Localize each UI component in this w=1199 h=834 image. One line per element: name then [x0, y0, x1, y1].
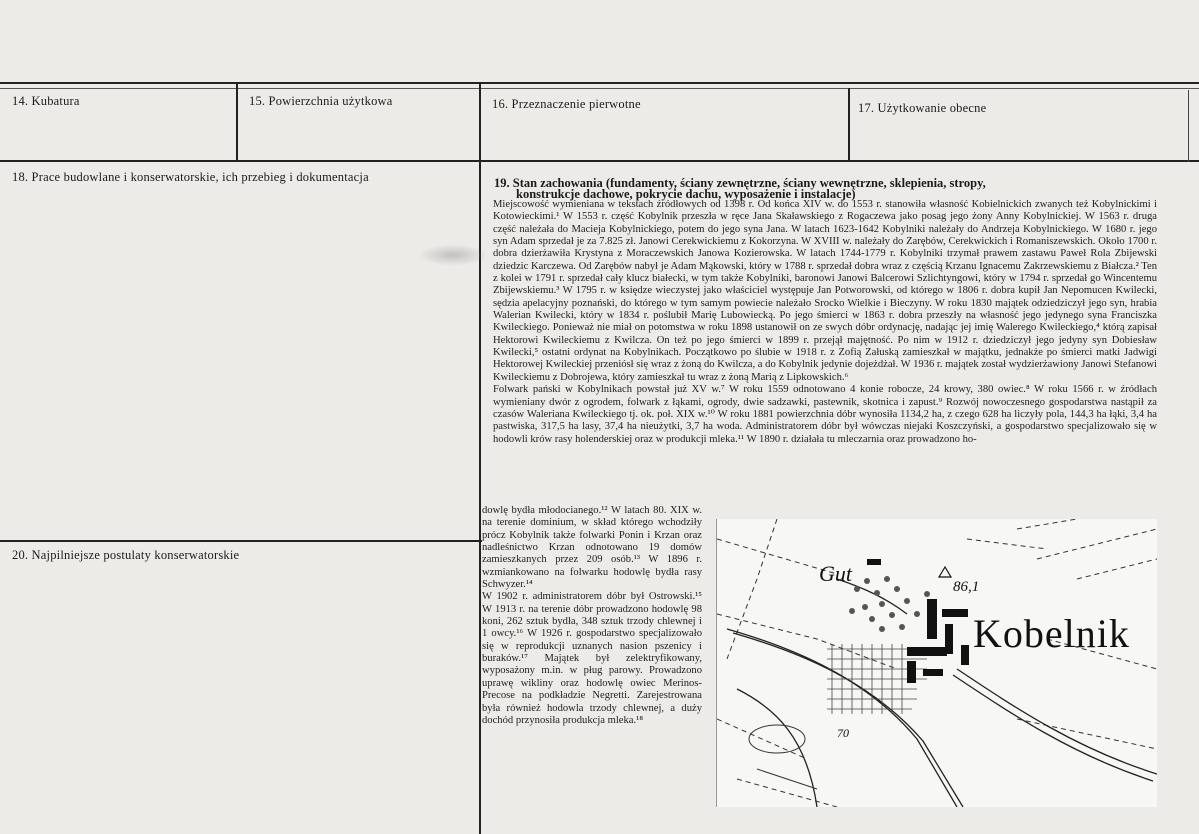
- sec16-label: 16. Przeznaczenie pierwotne: [492, 97, 641, 111]
- scan-smudge: [418, 244, 488, 266]
- top-rule-2: [0, 88, 1199, 89]
- map-label-town: Kobelnik: [973, 611, 1130, 656]
- sec20-label: 20. Najpilniejsze postulaty konserwatorskie: [12, 548, 240, 562]
- mid-rule: [0, 160, 1199, 162]
- map-label-number: 70: [837, 726, 849, 740]
- divider-14-15: [236, 83, 238, 161]
- sec19-title: [494, 178, 1184, 200]
- sec18-label: 18. Prace budowlane i konserwatorskie, ich przebieg i dokumentacja: [12, 170, 369, 184]
- sec14-label: 14. Kubatura: [12, 94, 80, 108]
- map-label-gut: Gut: [819, 561, 852, 586]
- divider-16-17: [848, 88, 850, 161]
- map-label-elevation: 86,1: [953, 579, 980, 595]
- divider-right: [1188, 90, 1189, 162]
- divider-main: [479, 83, 481, 834]
- historical-map: [716, 519, 1157, 807]
- sec20-rule: [0, 540, 482, 542]
- top-rule: [0, 82, 1199, 84]
- sec15-label: 15. Powierzchnia użytkowa: [249, 94, 393, 108]
- map-drawing: [717, 519, 1157, 807]
- history-text: [493, 199, 1157, 446]
- history-paragraph-2: Folwark pański w Kobylnikach powstał już XV w.⁷ W roku 1559 odnotowano 4 konie robocze, 24 krowy, 380 owiec.⁸ W roku 1566 r. w źródłach wymieniany dwór z ogrodem, folwark z łąkami, ogrody, dwie sadzawki, pastewnik, skotnica i zapust.⁹ Rozwój nowoczesnego gospodarstwa nastąpił za czasów Waleriana Kwileckiego tj. ok. poł. XIX w.¹⁰ W roku 1881 powierzchnia dóbr wynosiła 1134,2 ha, z czego 628 ha liczyły pola, 144,3 ha łąki, 3,4 ha pastwiska, 317,5 ha lasy, 37,4 ha nieużytki, 3,7 ha woda. Administratorem dóbr był wówczas niejaki Koszczyński, a gospodarstwo specjalizowało się w hodowli krów rasy holenderskiej oraz w produkcji mleka.¹¹ W 1890 r. działała tu mleczarnia oraz prowadzono ho-: [493, 384, 1157, 445]
- sec17-label: 17. Użytkowanie obecne: [858, 101, 987, 115]
- farm-paragraph-1: dowlę bydła młodocianego.¹² W latach 80. XIX w. na terenie dominium, w skład którego wchodziły prócz Kobylnik także folwarki Ponin i Krzan oraz nadleśnictwo Krzan odnotowano 19 domów zamieszkanych przez 209 osób.¹³ W 1896 r. wzmiankowano na folwarku hodowlę bydła rasy Schwyzer.¹⁴: [482, 505, 702, 591]
- farm-text: [482, 505, 702, 727]
- sec19-title-line1: 19. Stan zachowania (fundamenty, ściany zewnętrzne, ściany wewnętrzne, sklepienia, stropy,: [494, 176, 986, 190]
- sec19-title-line2: konstrukcje dachowe, pokrycie dachu, wyposażenie i instalacje): [516, 187, 856, 201]
- history-paragraph-1: Miejscowość wymieniana w tekstach źródłowych od 1398 r. Od końca XIV w. do 1553 r. stanowiła własność Kobielnickich zwanych też Kobylnickimi i Kotowieckimi.¹ W 1553 r. część Kobylnik przeszła w ręce Jana Skaławskiego z Rogaczewa jako posag jego żony Anny Kobylnickiej. W 1563 r. druga część należała do Macieja Kobylnickiego, potem do jego syna Jana. W latach 1623-1642 Kobylniki należały do Andrzeja Kobylnickiego. W 1680 r. jego syn Adam sprzedał je za 7.825 zł. Janowi Cerekwickiemu z Kokorzyna. W XVIII w. należały do Zarębów, Cerekwickich i Romaniszewskich. Około 1700 r. dobra dzierżawiła Krystyna z Moraczewskich Janowa Kozierowska. W latach 1744-1779 r. Kobylniki trzymał prawem zastawu Paweł Rola Zbijewski dziedzic Karczewa. Od Zarębów nabył je Adam Mąkowski, który w 1788 r. sprzedał dobra wraz z częścią Krzanu Ignacemu Zakrzewskiemu z Białcza.² Ten z kolei w 1791 r. sprzedał cały klucz białecki, w tym także Kobylniki, baronowi Janowi Balcerowi Szlichtyngowi, który w 1794 r. sprzedał go Wincentemu Zbijewskiemu.³ W 1795 r. w księdze wieczystej jako właściciel występuje Jan Potworowski, od którego w 1806 r. dobra kupił Jan Nepomucen Kwilecki, sędzia apelacyjny poznański, do którego w tym samym powiecie należało Srocko Wielkie i Bieczyny. W roku 1830 majątek odziedziczył jego syn, hrabia Walerian Kwilecki, który w 1834 r. poślubił Marię Lubowiecką. Po jego śmierci w 1863 r. dobra przeszły na własność jego jedynego syna Franciszka Kwileckiego. Ponieważ nie miał on potomstwa w roku 1898 ustanowił on ze swych dóbr ordynację, nadając jej imię Walerego Kwileckiego,⁴ którą zapisał Hektorowi Kwileckiemu z Kwilcza. On też po jego śmierci w 1899 r. przejął majętność. Po nim w 1912 r. dziedziczył jego jedyny syn Dobiesław Kwilecki,⁵ ostatni ordynat na Kobylnikach. Początkowo po ślubie w 1918 r. z Zofią Załuską zamieszkał w majątku, jednakże po śmierci matki Jadwigi Hektorowej Kwileckiej przeniósł się wraz z żoną do Kwilcza, a do Kobylnik jedynie dojeżdżał. W 1936 r. majątek został wydzierżawiony Janowi Stefanowi Kwileckiemu z Dobrojewa, który zamieszkał tu wraz z żoną Marią z Lipkowskich.⁶: [493, 199, 1157, 383]
- farm-paragraph-2: W 1902 r. administratorem dóbr był Ostrowski.¹⁵ W 1913 r. na terenie dóbr prowadzono hodowlę 98 koni, 262 sztuk bydła, 348 sztuk trzody chlewnej i 1 owcy.¹⁶ W 1926 r. gospodarstwo specjalizowało się w reprodukcji uznanych nasion pszenicy i buraków.¹⁷ Majątek był zelektryfikowany, wyposażony m.in. w pług parowy. Prowadzono uprawę wikliny oraz hodowlę owiec Merinos-Precose na podkładzie Negretti. Zarejestrowana była również hodowla trzody chlewnej, a duży dochód przynosiła produkcja mleka.¹⁸: [482, 591, 702, 726]
